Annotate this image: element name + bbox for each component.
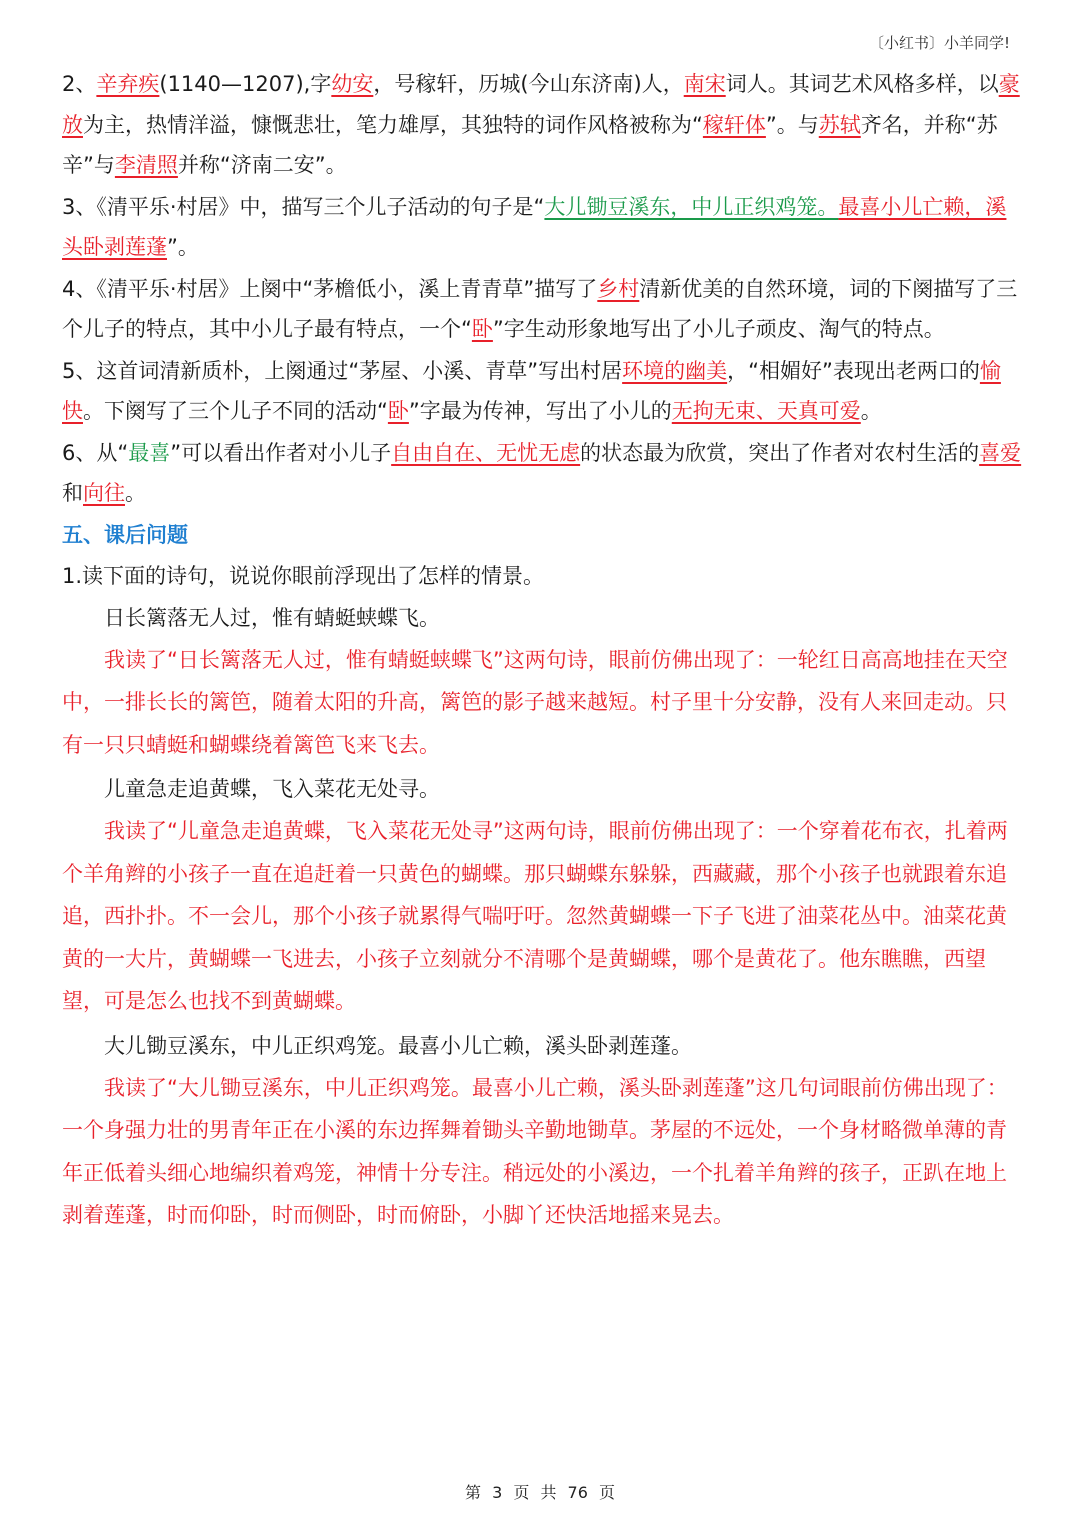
question-prompt: 1.读下面的诗句，说说你眼前浮现出了怎样的情景。 bbox=[62, 563, 545, 588]
verse-answer: 我读了“儿童急走追黄蝶，飞入菜花无处寻”这两句诗，眼前仿佛出现了：一个穿着花布衣，扎着两个羊角辫的小孩子一直在追赶着一只黄色的蝴蝶。那只蝴蝶东躲躲，西藏藏，那个小孩子也就跟着东追追，西扑扑。不一会儿，那个小孩子就累得气喘吁吁。忽然黄蝴蝶一下子飞进了油菜花丛中。油菜花黄黄的一大片，黄蝴蝶一飞进去，小孩子立刻就分不清哪个是黄蝴蝶，哪个是黄花了。他东瞧瞧，西望望，可是怎么也找不到黄蝴蝶。 bbox=[62, 819, 1008, 1013]
verse-block-1 bbox=[62, 597, 1022, 767]
note-item-3 bbox=[62, 187, 1022, 268]
highlight-text: 向往 bbox=[83, 481, 125, 505]
note-text: 为主，热情洋溢，慷慨悲壮，笔力雄厚，其独特的词作风格被称为“ bbox=[83, 112, 703, 137]
note-text: 的状态最为欣赏，突出了作者对农村生活的 bbox=[580, 440, 980, 465]
page-header-source: 〔小红书〕小羊同学! bbox=[868, 34, 1010, 52]
verse-line: 大儿锄豆溪东，中儿正织鸡笼。最喜小儿亡赖，溪头卧剥莲蓬。 bbox=[104, 1033, 692, 1058]
note-text: ，号稼轩，历城(今山东济南)人， bbox=[373, 72, 684, 96]
verse-answer: 我读了“日长篱落无人过，惟有蜻蜓蛱蝶飞”这两句诗，眼前仿佛出现了：一轮红日高高地挂在天空中，一排长长的篱笆，随着太阳的升高，篱笆的影子越来越短。村子里十分安静，没有人来回走动。只有一只只蜻蜓和蝴蝶绕着篱笆飞来飞去。 bbox=[62, 647, 1008, 757]
note-item-4 bbox=[62, 269, 1022, 350]
note-text: 。下阕写了三个儿子不同的活动“ bbox=[83, 399, 388, 423]
highlight-text: 乡村 bbox=[597, 276, 640, 301]
note-text: 齐名，并称“苏辛”与 bbox=[62, 112, 998, 177]
highlight-text: 喜爱 bbox=[979, 440, 1022, 465]
highlight-text: 最喜 bbox=[128, 440, 171, 465]
highlight-text: 辛弃疾 bbox=[96, 72, 160, 96]
section-heading: 五、课后问题 bbox=[62, 522, 188, 547]
note-text: ，“相媚好”表现出老两口的 bbox=[727, 358, 980, 383]
highlight-text: 无拘无束、天真可爱 bbox=[671, 399, 861, 423]
note-text: 。 bbox=[860, 399, 882, 423]
note-text: 6、从“ bbox=[62, 440, 129, 465]
note-text: ”。与 bbox=[765, 112, 819, 137]
note-text: ”。 bbox=[167, 235, 199, 259]
highlight-text: 卧 bbox=[387, 399, 409, 423]
note-text: 5、这首词清新质朴，上阕通过“茅屋、小溪、青草”写出村居 bbox=[62, 358, 623, 383]
verse-block-2 bbox=[62, 768, 1022, 1023]
note-item-6 bbox=[62, 433, 1022, 514]
note-text: 词人。其词艺术风格多样，以 bbox=[725, 72, 999, 96]
highlight-text: 大儿锄豆溪东，中儿正织鸡笼。 bbox=[544, 194, 839, 219]
note-item-5 bbox=[62, 351, 1022, 432]
note-item-2 bbox=[62, 64, 1022, 186]
note-text: ”可以看出作者对小儿子 bbox=[170, 440, 392, 465]
highlight-text: 环境的幽美 bbox=[622, 358, 728, 383]
note-text: 3、《清平乐·村居》中，描写三个儿子活动的句子是“ bbox=[62, 194, 545, 219]
highlight-text: 稼轩体 bbox=[702, 112, 766, 137]
highlight-text: 苏轼 bbox=[818, 112, 861, 137]
note-text: 并称“济南二安”。 bbox=[177, 153, 347, 177]
page-number: 第 3 页 共 76 页 bbox=[465, 1483, 615, 1502]
highlight-text: 卧 bbox=[471, 317, 493, 341]
notes-list bbox=[62, 64, 1022, 514]
note-text: 清新优美的自然环境，词的下阕描写了三个儿子的特点，其中小儿子最有特点，一个“ bbox=[62, 276, 1018, 341]
verse-line: 日长篱落无人过，惟有蜻蜓蛱蝶飞。 bbox=[104, 605, 440, 630]
note-text: 4、《清平乐·村居》上阕中“茅檐低小，溪上青青草”描写了 bbox=[62, 276, 598, 301]
note-text: 。 bbox=[125, 481, 146, 505]
note-text: ”字最为传神，写出了小儿的 bbox=[408, 399, 672, 423]
verse-answer: 我读了“大儿锄豆溪东，中儿正织鸡笼。最喜小儿亡赖，溪头卧剥莲蓬”这几句词眼前仿佛出现了：一个身强力壮的男青年正在小溪的东边挥舞着锄头辛勤地锄草。茅屋的不远处，一个身材略微单薄的青年正低着头细心地编织着鸡笼，神情十分专注。稍远处的小溪边，一个扎着羊角辫的孩子，正趴在地上剥着莲蓬，时而仰卧，时而侧卧，时而俯卧，小脚丫还快活地摇来晃去。 bbox=[62, 1075, 1008, 1227]
document-body bbox=[62, 64, 1022, 1239]
note-text: ”字生动形象地写出了小儿子顽皮、淘气的特点。 bbox=[492, 317, 945, 341]
highlight-text: 豪放 bbox=[62, 72, 1020, 137]
note-text: 和 bbox=[62, 481, 83, 505]
highlight-text: 最喜小儿亡赖，溪头卧剥莲蓬 bbox=[62, 194, 1007, 259]
highlight-text: 幼安 bbox=[331, 72, 374, 96]
verse-block-3 bbox=[62, 1025, 1022, 1237]
verse-line: 儿童急走追黄蝶，飞入菜花无处寻。 bbox=[104, 777, 440, 801]
note-text: (1140—1207),字 bbox=[159, 72, 332, 96]
highlight-text: 自由自在、无忧无虑 bbox=[391, 440, 581, 465]
highlight-text: 愉快 bbox=[62, 358, 1001, 423]
note-text: 2、 bbox=[62, 72, 97, 96]
highlight-text: 南宋 bbox=[683, 72, 726, 96]
highlight-text: 李清照 bbox=[114, 153, 178, 177]
